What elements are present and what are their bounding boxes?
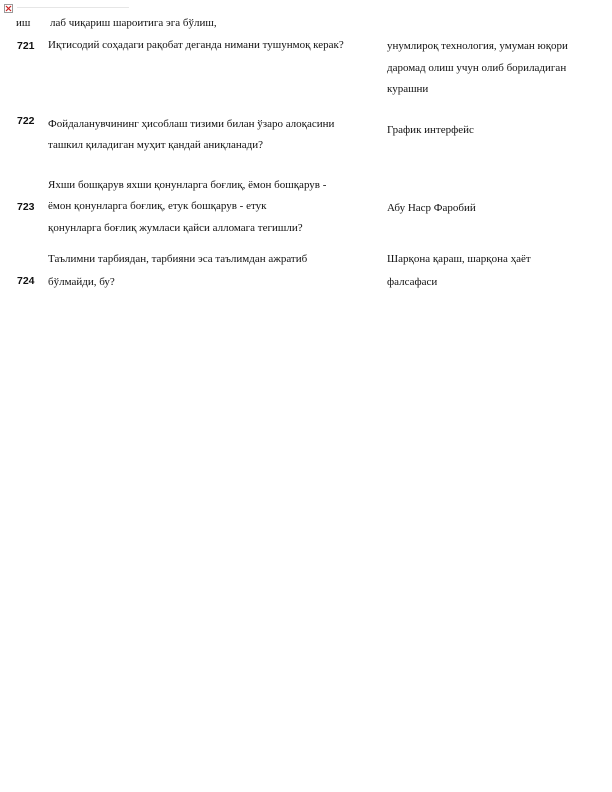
answer-text-line: фалсафаси [387, 276, 438, 288]
question-text-line: Яхши бошқарув яхши қонунларга боғлиқ, ёмон бошқарув - [48, 179, 327, 191]
header-left-fragment: иш [16, 17, 31, 29]
question-text-line: қонунларга боғлиқ жумласи қайси алломага тегишли? [48, 222, 303, 234]
row-number: 721 [17, 40, 35, 52]
answer-text-line: График интерфейс [387, 124, 474, 136]
question-text-line: Фойдаланувчининг ҳисоблаш тизими билан ўзаро алоқасини [48, 118, 335, 130]
broken-image-icon [4, 4, 13, 13]
row-number: 723 [17, 201, 35, 213]
answer-text-line: Абу Наср Фаробий [387, 202, 476, 214]
question-text-line: Иқтисодий соҳадаги рақобат деганда нимани тушунмоқ керак? [48, 39, 344, 51]
answer-text-line: курашни [387, 83, 429, 95]
row-number: 724 [17, 275, 35, 287]
faint-header-line [17, 7, 129, 8]
answer-text-line: даромад олиш учун олиб бориладиган [387, 62, 567, 74]
question-text-line: ёмон қонунларга боғлиқ, етук бошқарув - етук [48, 200, 267, 212]
row-number: 722 [17, 115, 35, 127]
header-right-fragment: лаб чиқариш шароитига эга бўлиш, [50, 17, 217, 29]
question-text-line: бўлмайди, бу? [48, 276, 115, 288]
answer-text-line: Шарқона қараш, шарқона ҳаёт [387, 253, 531, 265]
answer-text-line: унумлироқ технология, умуман юқори [387, 40, 568, 52]
question-text-line: ташкил қиладиган муҳит қандай аниқланади? [48, 139, 264, 151]
question-text-line: Таълимни тарбиядан, тарбияни эса таълимдан ажратиб [48, 253, 308, 265]
